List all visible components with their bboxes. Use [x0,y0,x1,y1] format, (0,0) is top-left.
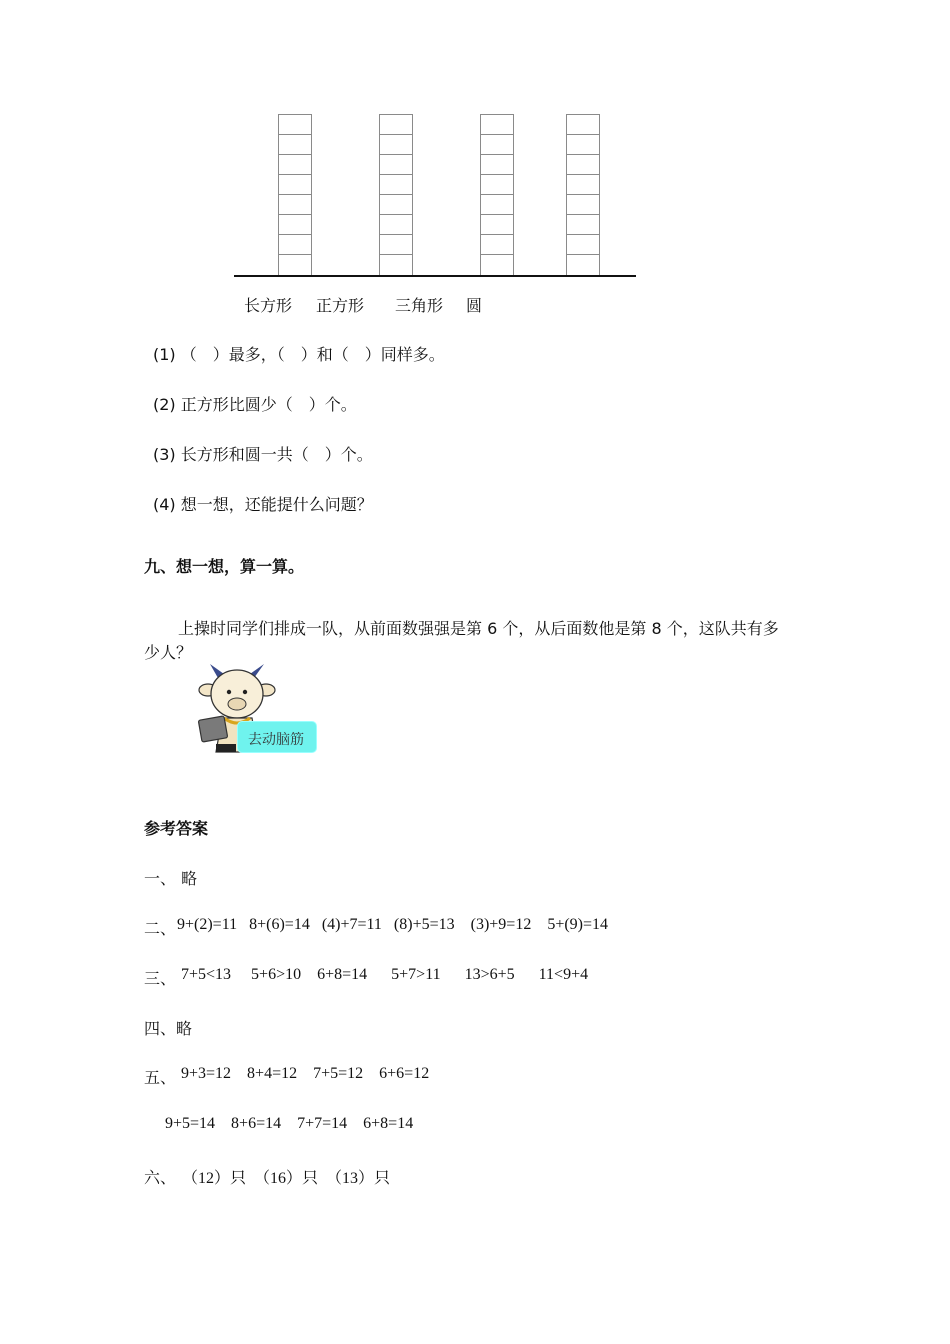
chart-label-circle: 圆 [466,296,483,315]
chart-column-circle [566,114,600,275]
answer-2-label: 二、 [144,919,177,938]
answer-4: 四、略 [144,1019,193,1038]
chart-column-triangle [480,114,514,275]
answer-3-label: 三、 [144,969,177,988]
hint-badge [238,722,316,752]
section-9-title: 九、想一想，算一算。 [144,557,305,576]
answer-5-line2: 9+5=14 8+6=14 7+7=14 6+8=14 [165,1115,414,1132]
answer-3: 7+5<13 5+6>10 6+8=14 5+7>11 13>6+5 11<9+4 [181,966,589,983]
section-9-problem-line1: 上操时同学们排成一队，从前面数强强是第 6 个，从后面数他是第 8 个，这队共有多 [178,619,779,638]
answer-6: （12）只 （16）只 （13）只 [182,1170,391,1187]
chart-baseline [234,275,636,277]
question-2: (2) 正方形比圆少（ ）个。 [153,395,357,414]
chart-column-square [379,114,413,275]
answer-5-label: 五、 [144,1068,177,1087]
chart-column-rectangle [278,114,312,275]
answer-5-line1: 9+3=12 8+4=12 7+5=12 6+6=12 [181,1065,430,1082]
answer-1: 一、 略 [144,869,198,888]
question-4: (4) 想一想，还能提什么问题？ [153,495,373,514]
chart-label-square: 正方形 [316,296,365,315]
question-3: (3) 长方形和圆一共（ ）个。 [153,445,373,464]
answer-2: 9+(2)=11 8+(6)=14 (4)+7=11 (8)+5=13 (3)+9=12 5+(9)=14 [177,916,609,933]
section-9-problem-line2: 少人？ [144,643,193,662]
question-1: (1) （ ）最多，（ ）和（ ）同样多。 [153,345,445,364]
chart-label-triangle: 三角形 [395,296,444,315]
answers-title: 参考答案 [144,819,209,838]
hint-badge-text: 去动脑筋 [248,732,304,748]
answer-6-label: 六、 [144,1168,177,1187]
chart-label-rectangle: 长方形 [244,296,293,315]
